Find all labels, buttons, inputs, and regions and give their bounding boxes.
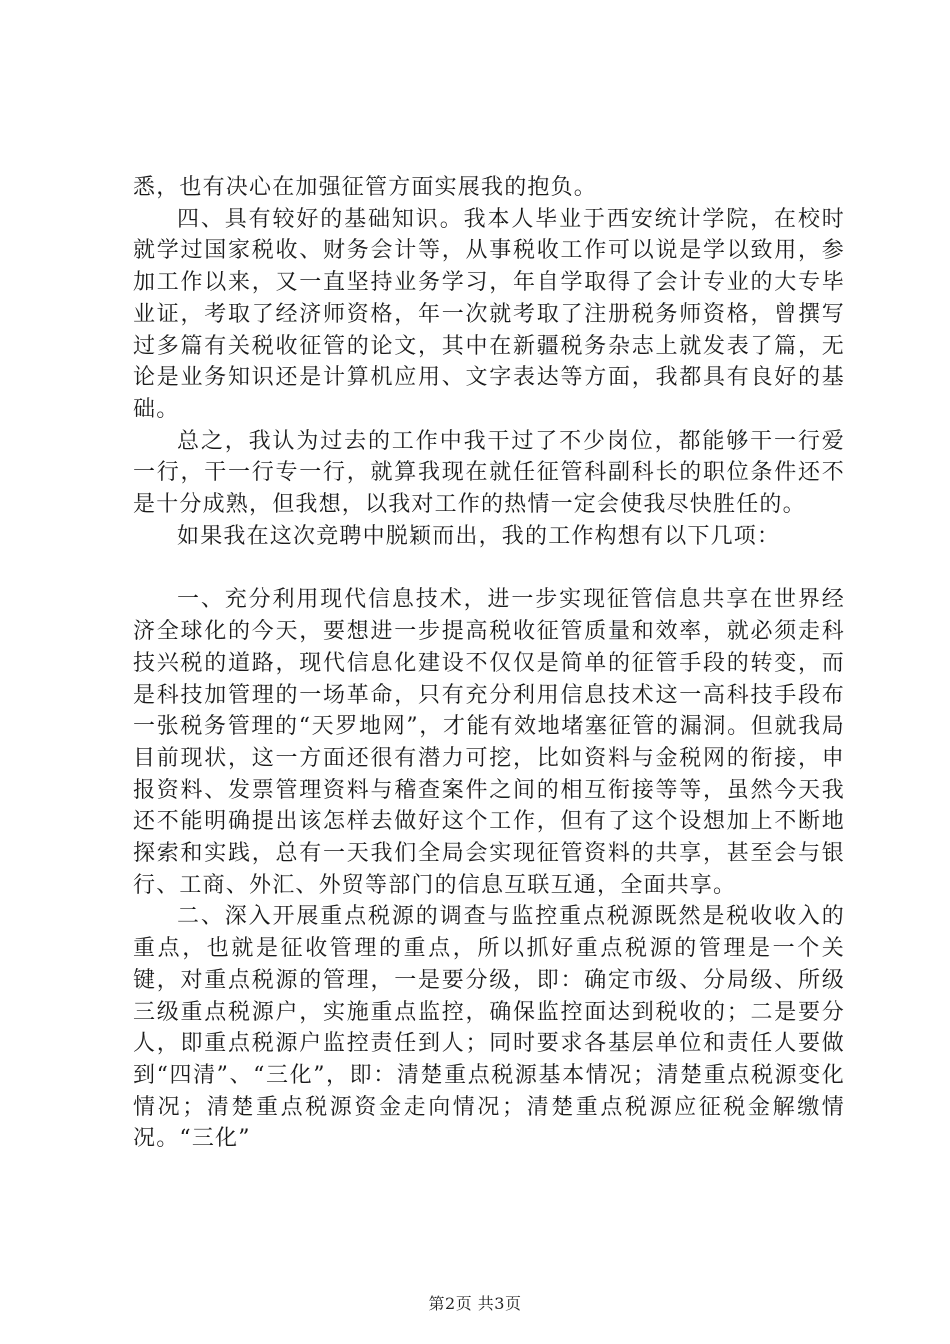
paragraph-continuation: 悉，也有决心在加强征管方面实展我的抱负。	[133, 175, 598, 200]
paragraph-spacer	[133, 552, 845, 584]
paragraph-work-plan-intro: 如果我在这次竞聘中脱颖而出，我的工作构想有以下几项：	[177, 523, 781, 549]
paragraph-summary: 总之，我认为过去的工作中我干过了不少岗位，都能够干一行爱一行，干一行专一行，就算我现在就任征管科副科长的职位条件还不是十分成熟，但我想，以我对工作的热情一定会使我尽快胜任的。	[133, 428, 845, 518]
document-body	[133, 172, 845, 1155]
page-number-footer: 第2页 共3页	[428, 1294, 522, 1313]
paragraph-plan-item-2: 二、深入开展重点税源的调查与监控重点税源既然是税收收入的重点，也就是征收管理的重点，所以抓好重点税源的管理是一个关键，对重点税源的管理，一是要分级，即：确定市级、分局级、所级三级重点税源户，实施重点监控，确保监控面达到税收的；二是要分人，即重点税源户监控责任到人；同时要求各基层单位和责任人要做到“四清”、“三化”，即：清楚重点税源基本情况；清楚重点税源变化情况；清楚重点税源资金走向情况；清楚重点税源应征税金解缴情况。“三化”	[133, 904, 845, 1152]
paragraph-plan-item-1: 一、充分利用现代信息技术，进一步实现征管信息共享在世界经济全球化的今天，要想进一步提高税收征管质量和效率，就必须走科技兴税的道路，现代信息化建设不仅仅是简单的征管手段的转变，而是科技加管理的一场革命，只有充分利用信息技术这一高科技手段布一张税务管理的“天罗地网”，才能有效地堵塞征管的漏洞。但就我局目前现状，这一方面还很有潜力可挖，比如资料与金税网的衔接，申报资料、发票管理资料与稽查案件之间的相互衔接等等，虽然今天我还不能明确提出该怎样去做好这个工作，但有了这个设想加上不断地探索和实践，总有一天我们全局会实现征管资料的共享，甚至会与银行、工商、外汇、外贸等部门的信息互联互通，全面共享。	[133, 587, 845, 898]
paragraph-basic-knowledge: 四、具有较好的基础知识。我本人毕业于西安统计学院，在校时就学过国家税收、财务会计等，从事税收工作可以说是学以致用，参加工作以来，又一直坚持业务学习，年自学取得了会计专业的大专毕业证，考取了经济师资格，年一次就考取了注册税务师资格，曾撰写过多篇有关税收征管的论文，其中在新疆税务杂志上就发表了篇，无论是业务知识还是计算机应用、文字表达等方面，我都具有良好的基础。	[133, 206, 845, 422]
